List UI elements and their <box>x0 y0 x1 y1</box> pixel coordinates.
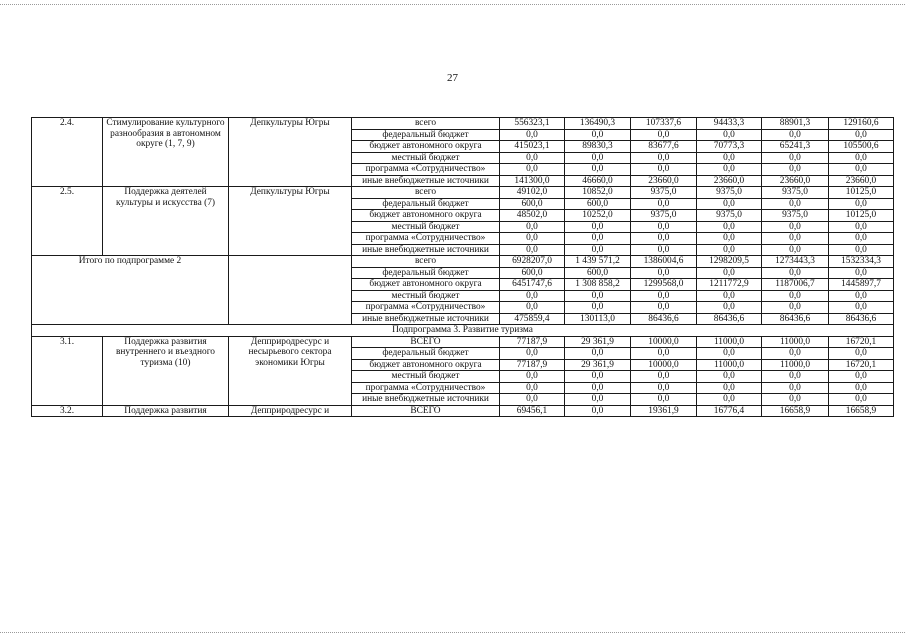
amount-cell: 0,0 <box>697 348 762 360</box>
amount-cell: 600,0 <box>565 198 631 210</box>
amount-cell: 0,0 <box>500 290 565 302</box>
amount-cell: 9375,0 <box>631 210 697 222</box>
amount-cell: 0,0 <box>762 382 829 394</box>
amount-cell: 0,0 <box>697 290 762 302</box>
amount-cell: 600,0 <box>565 267 631 279</box>
amount-cell: 10000,0 <box>631 336 697 348</box>
amount-cell: 0,0 <box>829 371 894 383</box>
funding-source: всего <box>352 118 500 130</box>
amount-cell: 0,0 <box>565 233 631 245</box>
amount-cell: 11000,0 <box>762 336 829 348</box>
amount-cell: 475859,4 <box>500 313 565 325</box>
amount-cell: 0,0 <box>762 302 829 314</box>
amount-cell: 0,0 <box>829 233 894 245</box>
amount-cell: 130113,0 <box>565 313 631 325</box>
amount-cell: 136490,3 <box>565 118 631 130</box>
funding-source: ВСЕГО <box>352 405 500 417</box>
amount-cell: 0,0 <box>631 152 697 164</box>
amount-cell: 88901,3 <box>762 118 829 130</box>
page-number: 27 <box>447 72 458 84</box>
amount-cell: 0,0 <box>565 405 631 417</box>
amount-cell: 556323,1 <box>500 118 565 130</box>
amount-cell: 0,0 <box>697 382 762 394</box>
amount-cell: 1299568,0 <box>631 279 697 291</box>
amount-cell: 16720,1 <box>829 336 894 348</box>
funding-source: программа «Сотрудничество» <box>352 302 500 314</box>
amount-cell: 86436,6 <box>829 313 894 325</box>
funding-source: федеральный бюджет <box>352 348 500 360</box>
amount-cell: 23660,0 <box>697 175 762 187</box>
amount-cell: 86436,6 <box>762 313 829 325</box>
amount-cell: 86436,6 <box>631 313 697 325</box>
amount-cell: 46660,0 <box>565 175 631 187</box>
amount-cell: 0,0 <box>565 129 631 141</box>
amount-cell: 0,0 <box>829 267 894 279</box>
amount-cell: 1298209,5 <box>697 256 762 268</box>
amount-cell: 0,0 <box>631 302 697 314</box>
amount-cell: 0,0 <box>829 348 894 360</box>
amount-cell: 0,0 <box>697 302 762 314</box>
item-name: Поддержка деятелей культуры и искусства (7) <box>103 187 229 256</box>
amount-cell: 0,0 <box>631 348 697 360</box>
amount-cell: 69456,1 <box>500 405 565 417</box>
amount-cell: 70773,3 <box>697 141 762 153</box>
table-row <box>32 256 894 268</box>
amount-cell: 29 361,9 <box>565 336 631 348</box>
funding-source: иные внебюджетные источники <box>352 175 500 187</box>
funding-source: местный бюджет <box>352 152 500 164</box>
amount-cell: 0,0 <box>697 152 762 164</box>
amount-cell: 0,0 <box>565 394 631 406</box>
amount-cell: 16658,9 <box>762 405 829 417</box>
item-number: 3.2. <box>32 405 103 417</box>
item-number: 2.5. <box>32 187 103 256</box>
funding-source: программа «Сотрудничество» <box>352 233 500 245</box>
table-row <box>32 187 894 199</box>
amount-cell: 29 361,9 <box>565 359 631 371</box>
amount-cell: 89830,3 <box>565 141 631 153</box>
amount-cell: 0,0 <box>762 152 829 164</box>
amount-cell: 10852,0 <box>565 187 631 199</box>
responsible-executor: Депприродресурс и <box>229 405 352 417</box>
amount-cell: 0,0 <box>500 152 565 164</box>
amount-cell: 0,0 <box>631 394 697 406</box>
item-name: Поддержка развития <box>103 405 229 417</box>
amount-cell: 0,0 <box>697 233 762 245</box>
funding-source: бюджет автономного округа <box>352 279 500 291</box>
amount-cell: 0,0 <box>829 129 894 141</box>
amount-cell: 0,0 <box>762 394 829 406</box>
subtotal-label: Итого по подпрограмме 2 <box>32 256 229 325</box>
amount-cell: 49102,0 <box>500 187 565 199</box>
amount-cell: 1187006,7 <box>762 279 829 291</box>
amount-cell: 0,0 <box>829 290 894 302</box>
budget-table <box>31 117 894 417</box>
subprogram-title: Подпрограмма 3. Развитие туризма <box>32 325 894 337</box>
amount-cell: 0,0 <box>631 371 697 383</box>
amount-cell: 48502,0 <box>500 210 565 222</box>
amount-cell: 107337,6 <box>631 118 697 130</box>
funding-source: иные внебюджетные источники <box>352 244 500 256</box>
amount-cell: 19361,9 <box>631 405 697 417</box>
amount-cell: 0,0 <box>697 267 762 279</box>
amount-cell: 86436,6 <box>697 313 762 325</box>
table-body <box>32 118 894 417</box>
amount-cell: 0,0 <box>697 198 762 210</box>
funding-source: федеральный бюджет <box>352 129 500 141</box>
amount-cell: 0,0 <box>762 371 829 383</box>
funding-source: всего <box>352 187 500 199</box>
amount-cell: 141300,0 <box>500 175 565 187</box>
amount-cell: 0,0 <box>500 244 565 256</box>
amount-cell: 0,0 <box>697 164 762 176</box>
scan-edge-top <box>0 4 905 5</box>
responsible-executor-empty <box>229 256 352 325</box>
funding-source: всего <box>352 256 500 268</box>
amount-cell: 6451747,6 <box>500 279 565 291</box>
funding-source: иные внебюджетные источники <box>352 394 500 406</box>
amount-cell: 0,0 <box>565 302 631 314</box>
amount-cell: 0,0 <box>829 164 894 176</box>
amount-cell: 9375,0 <box>762 187 829 199</box>
amount-cell: 11000,0 <box>762 359 829 371</box>
amount-cell: 0,0 <box>829 302 894 314</box>
amount-cell: 16720,1 <box>829 359 894 371</box>
amount-cell: 0,0 <box>631 233 697 245</box>
amount-cell: 23660,0 <box>762 175 829 187</box>
amount-cell: 9375,0 <box>697 187 762 199</box>
amount-cell: 0,0 <box>565 348 631 360</box>
amount-cell: 83677,6 <box>631 141 697 153</box>
amount-cell: 0,0 <box>697 371 762 383</box>
amount-cell: 0,0 <box>631 221 697 233</box>
funding-source: местный бюджет <box>352 371 500 383</box>
amount-cell: 0,0 <box>631 267 697 279</box>
amount-cell: 0,0 <box>565 290 631 302</box>
funding-source: бюджет автономного округа <box>352 141 500 153</box>
amount-cell: 0,0 <box>500 382 565 394</box>
subprogram-title-row <box>32 325 894 337</box>
amount-cell: 1532334,3 <box>829 256 894 268</box>
amount-cell: 0,0 <box>829 394 894 406</box>
amount-cell: 0,0 <box>829 221 894 233</box>
amount-cell: 0,0 <box>829 244 894 256</box>
amount-cell: 0,0 <box>697 394 762 406</box>
amount-cell: 0,0 <box>500 394 565 406</box>
amount-cell: 10125,0 <box>829 187 894 199</box>
amount-cell: 0,0 <box>500 348 565 360</box>
responsible-executor: Депкультуры Югры <box>229 118 352 187</box>
amount-cell: 0,0 <box>762 221 829 233</box>
amount-cell: 0,0 <box>631 382 697 394</box>
amount-cell: 0,0 <box>762 233 829 245</box>
funding-source: программа «Сотрудничество» <box>352 382 500 394</box>
amount-cell: 0,0 <box>500 233 565 245</box>
amount-cell: 0,0 <box>631 129 697 141</box>
amount-cell: 0,0 <box>762 244 829 256</box>
funding-source: иные внебюджетные источники <box>352 313 500 325</box>
funding-source: местный бюджет <box>352 221 500 233</box>
amount-cell: 0,0 <box>565 371 631 383</box>
amount-cell: 0,0 <box>565 221 631 233</box>
table-row <box>32 336 894 348</box>
amount-cell: 9375,0 <box>762 210 829 222</box>
amount-cell: 16776,4 <box>697 405 762 417</box>
amount-cell: 0,0 <box>500 302 565 314</box>
amount-cell: 10000,0 <box>631 359 697 371</box>
amount-cell: 0,0 <box>631 164 697 176</box>
amount-cell: 10125,0 <box>829 210 894 222</box>
funding-source: программа «Сотрудничество» <box>352 164 500 176</box>
amount-cell: 0,0 <box>500 129 565 141</box>
item-name: Поддержка развития внутреннего и въездного туризма (10) <box>103 336 229 405</box>
amount-cell: 9375,0 <box>697 210 762 222</box>
scan-edge-bottom <box>0 632 905 633</box>
amount-cell: 65241,3 <box>762 141 829 153</box>
amount-cell: 0,0 <box>565 244 631 256</box>
amount-cell: 1273443,3 <box>762 256 829 268</box>
funding-source: бюджет автономного округа <box>352 359 500 371</box>
amount-cell: 415023,1 <box>500 141 565 153</box>
amount-cell: 77187,9 <box>500 359 565 371</box>
amount-cell: 0,0 <box>762 290 829 302</box>
item-name: Стимулирование культурного разнообразия в автономном округе (1, 7, 9) <box>103 118 229 187</box>
amount-cell: 0,0 <box>565 382 631 394</box>
amount-cell: 0,0 <box>565 164 631 176</box>
responsible-executor: Депкультуры Югры <box>229 187 352 256</box>
amount-cell: 1 308 858,2 <box>565 279 631 291</box>
amount-cell: 9375,0 <box>631 187 697 199</box>
amount-cell: 0,0 <box>697 244 762 256</box>
amount-cell: 0,0 <box>697 129 762 141</box>
amount-cell: 11000,0 <box>697 359 762 371</box>
amount-cell: 0,0 <box>762 164 829 176</box>
amount-cell: 0,0 <box>762 129 829 141</box>
amount-cell: 129160,6 <box>829 118 894 130</box>
item-number: 2.4. <box>32 118 103 187</box>
amount-cell: 0,0 <box>829 152 894 164</box>
amount-cell: 0,0 <box>565 152 631 164</box>
amount-cell: 0,0 <box>829 382 894 394</box>
amount-cell: 77187,9 <box>500 336 565 348</box>
funding-source: ВСЕГО <box>352 336 500 348</box>
amount-cell: 0,0 <box>762 348 829 360</box>
amount-cell: 600,0 <box>500 267 565 279</box>
amount-cell: 0,0 <box>762 198 829 210</box>
amount-cell: 0,0 <box>697 221 762 233</box>
amount-cell: 1445897,7 <box>829 279 894 291</box>
amount-cell: 0,0 <box>762 267 829 279</box>
amount-cell: 23660,0 <box>631 175 697 187</box>
amount-cell: 0,0 <box>631 198 697 210</box>
amount-cell: 0,0 <box>829 198 894 210</box>
amount-cell: 0,0 <box>500 221 565 233</box>
funding-source: местный бюджет <box>352 290 500 302</box>
amount-cell: 105500,6 <box>829 141 894 153</box>
funding-source: федеральный бюджет <box>352 267 500 279</box>
amount-cell: 0,0 <box>631 244 697 256</box>
amount-cell: 600,0 <box>500 198 565 210</box>
amount-cell: 16658,9 <box>829 405 894 417</box>
table-row <box>32 118 894 130</box>
amount-cell: 10252,0 <box>565 210 631 222</box>
funding-source: бюджет автономного округа <box>352 210 500 222</box>
table-row <box>32 405 894 417</box>
responsible-executor: Депприродресурс и несырьевого сектора экономики Югры <box>229 336 352 405</box>
amount-cell: 1386004,6 <box>631 256 697 268</box>
item-number: 3.1. <box>32 336 103 405</box>
amount-cell: 11000,0 <box>697 336 762 348</box>
amount-cell: 0,0 <box>500 164 565 176</box>
amount-cell: 1211772,9 <box>697 279 762 291</box>
funding-source: федеральный бюджет <box>352 198 500 210</box>
amount-cell: 1 439 571,2 <box>565 256 631 268</box>
amount-cell: 23660,0 <box>829 175 894 187</box>
amount-cell: 6928207,0 <box>500 256 565 268</box>
amount-cell: 0,0 <box>631 290 697 302</box>
amount-cell: 94433,3 <box>697 118 762 130</box>
amount-cell: 0,0 <box>500 371 565 383</box>
